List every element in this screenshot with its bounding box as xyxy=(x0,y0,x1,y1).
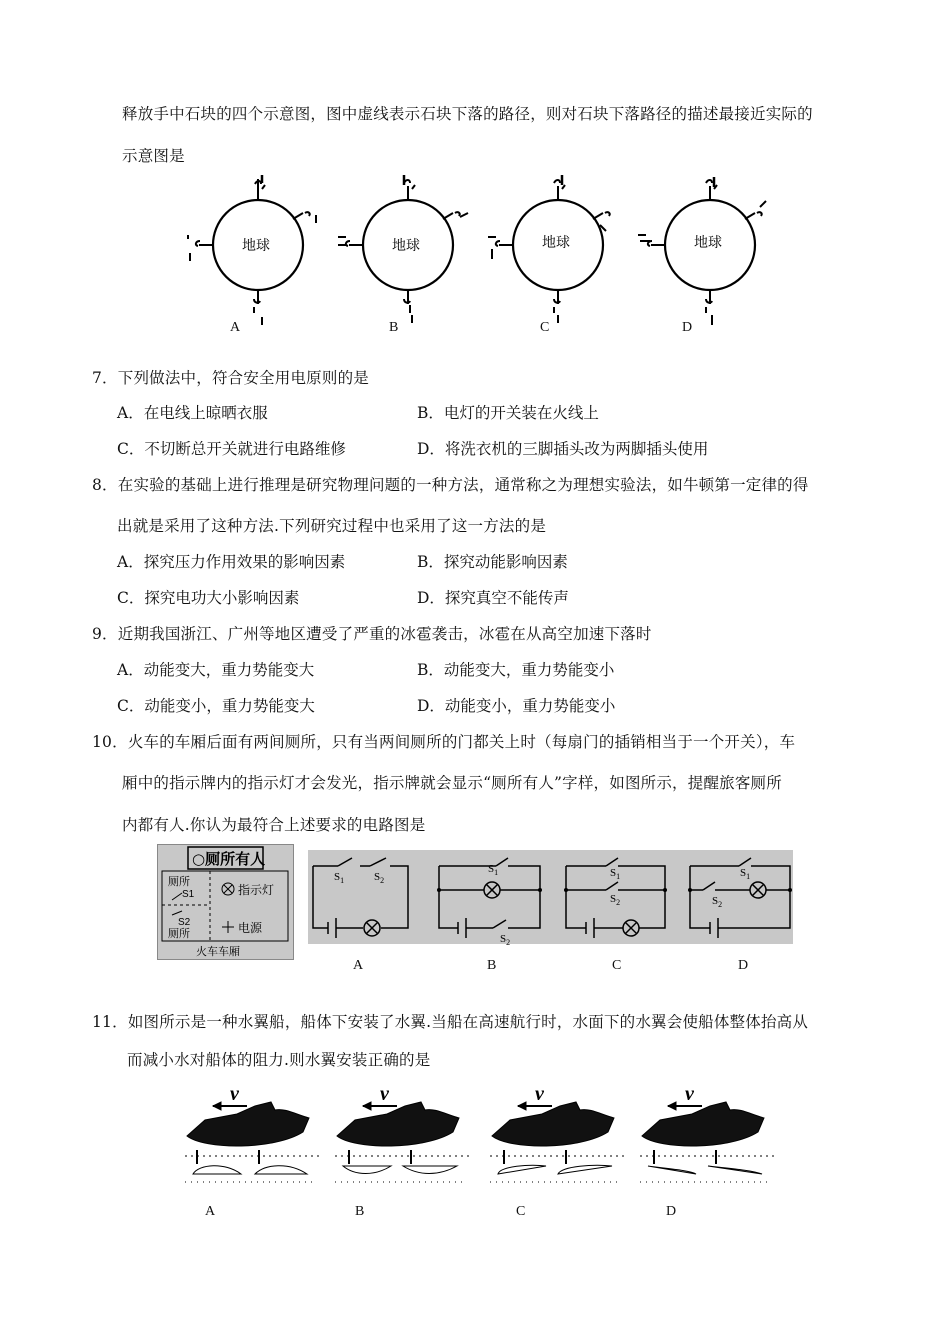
q10-label-c: C xyxy=(612,958,622,973)
q7-option-d: D．将洗衣机的三脚插头改为两脚插头使用 xyxy=(417,440,709,458)
q6-label-b: B xyxy=(389,320,399,335)
q8-option-b: B．探究动能影响因素 xyxy=(417,553,568,571)
toilet-occupied-sign-figure xyxy=(157,844,294,960)
q11-label-b: B xyxy=(355,1204,365,1219)
velocity-label-c: v xyxy=(535,1083,544,1105)
q11-label-c: C xyxy=(516,1204,526,1219)
q11-label-a: A xyxy=(205,1204,216,1219)
q10-stem-3: 内都有人.你认为最符合上述要求的电路图是 xyxy=(122,816,426,834)
b-s2-label: $S_2$ xyxy=(500,933,511,947)
sign-power-label: 电源 xyxy=(238,921,263,935)
toilet-label-top: 厕所 xyxy=(168,875,190,888)
sign-s1-label: S1 xyxy=(182,889,195,900)
b-s1-label: $S_1$ xyxy=(488,863,499,877)
q10-label-b: B xyxy=(487,958,497,973)
earth-diagram-d xyxy=(632,175,782,335)
earth-label: 地球 xyxy=(242,238,270,254)
velocity-label-b: v xyxy=(380,1083,389,1105)
sign-s2-label: S2 xyxy=(178,917,191,928)
q11-stem-2: 而减小水对船体的阻力.则水翼安装正确的是 xyxy=(127,1051,431,1069)
c-s1-label: $S_1$ xyxy=(610,867,621,881)
q7-stem: 7．下列做法中，符合安全用电原则的是 xyxy=(92,369,369,387)
q7-option-c: C．不切断总开关就进行电路维修 xyxy=(117,440,346,458)
d-s1-label: $S_1$ xyxy=(740,867,751,881)
q9-stem: 9．近期我国浙江、广州等地区遭受了严重的冰雹袭击，冰雹在从高空加速下落时 xyxy=(92,625,652,643)
a-s2-label: $S_2$ xyxy=(374,871,385,885)
q7-option-b: B．电灯的开关装在火线上 xyxy=(417,404,599,422)
q8-stem-2: 出就是采用了这种方法.下列研究过程中也采用了这一方法的是 xyxy=(117,517,547,535)
q9-option-a: A．动能变大，重力势能变大 xyxy=(117,661,315,679)
q10-stem-2: 厢中的指示牌内的指示灯才会发光，指示牌就会显示“厕所有人”字样，如图所示，提醒旅客厕所 xyxy=(122,774,782,792)
velocity-label-d: v xyxy=(685,1083,694,1105)
q6-label-d: D xyxy=(682,320,693,335)
q10-label-d: D xyxy=(738,958,749,973)
a-s1-label: $S_1$ xyxy=(334,871,345,885)
q8-option-a: A．探究压力作用效果的影响因素 xyxy=(117,553,346,571)
c-s2-label: $S_2$ xyxy=(610,893,621,907)
toilet-label-bottom: 厕所 xyxy=(168,927,190,940)
q6-line1: 释放手中石块的四个示意图，图中虚线表示石块下落的路径，则对石块下落路径的描述最接近实际的 xyxy=(122,105,813,123)
q7-option-a: A．在电线上晾晒衣服 xyxy=(117,404,268,422)
q6-label-c: C xyxy=(540,320,550,335)
q9-option-b: B．动能变大，重力势能变小 xyxy=(417,661,615,679)
q8-stem-1: 8．在实验的基础上进行推理是研究物理问题的一种方法，通常称之为理想实验法，如牛顿第一定律的得 xyxy=(92,476,809,494)
hydrofoil-boat-diagrams xyxy=(185,1078,785,1198)
q8-option-d: D．探究真空不能传声 xyxy=(417,589,569,607)
q6-line2: 示意图是 xyxy=(122,147,185,165)
sign-caption: 火车车厢 xyxy=(196,945,240,958)
q11-stem-1: 11．如图所示是一种水翼船，船体下安装了水翼.当船在高速航行时，水面下的水翼会使船体整体抬高从 xyxy=(92,1013,809,1031)
sign-lamp-label: 指示灯 xyxy=(238,883,275,897)
q8-option-c: C．探究电功大小影响因素 xyxy=(117,589,300,607)
sign-title: ○厕所有人 xyxy=(192,850,266,868)
earth-label: 地球 xyxy=(542,235,570,251)
q10-label-a: A xyxy=(353,958,364,973)
q9-option-d: D．动能变小，重力势能变小 xyxy=(417,697,616,715)
circuit-diagrams xyxy=(308,850,793,947)
earth-diagram-c xyxy=(480,175,630,335)
q6-label-a: A xyxy=(230,320,241,335)
earth-diagram-a xyxy=(180,175,330,335)
q10-stem-1: 10．火车的车厢后面有两间厕所，只有当两间厕所的门都关上时（每扇门的插销相当于一个开关），车 xyxy=(92,733,796,751)
velocity-label-a: v xyxy=(230,1083,239,1105)
earth-diagram-b xyxy=(330,175,480,335)
q9-option-c: C．动能变小，重力势能变大 xyxy=(117,697,315,715)
q11-label-d: D xyxy=(666,1204,677,1219)
earth-label: 地球 xyxy=(694,235,722,251)
d-s2-label: $S_2$ xyxy=(712,895,723,909)
earth-label: 地球 xyxy=(392,238,420,254)
